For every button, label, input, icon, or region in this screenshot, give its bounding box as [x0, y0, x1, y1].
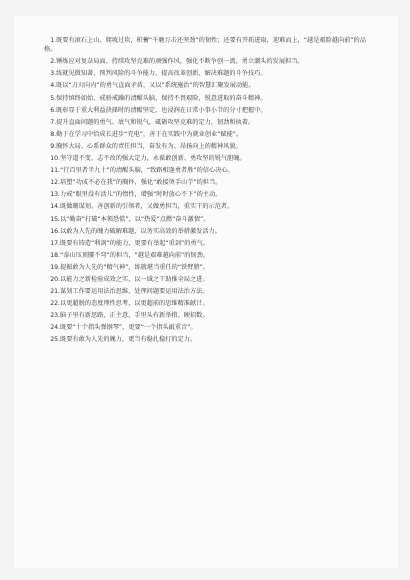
list-item: 12.培塑“功成不必在我”的胸怀，强化“敢接烫手山芋”的担当。 [50, 179, 222, 187]
list-item: 16.以敢为人先的魄力破解难题，以务实高效的举措激发活力。 [50, 227, 221, 235]
numbered-list [44, 36, 374, 348]
list-item: 8.勤于在学习中恰成长进步“充电”，善于在实践中为就业创业“赋能”。 [50, 130, 243, 138]
list-item: 13.力戒“眼里没有活儿”的惰性，增强“时时放心不下”的主动。 [50, 191, 222, 199]
list-item: 17.既要有铸造“利剑”的能力，更要有举起“重剑”的勇气。 [50, 239, 209, 247]
list-item: 6.既彰显于重大利益抉择时的清醒坚定，也浸润在日常小事小节的分寸把握中。 [50, 106, 267, 114]
list-item: 2.锤炼应对复杂局面、持续攻坚克难的顽强作风，强化不断争创一流、勇立潮头的发展担当。 [50, 58, 304, 66]
list-item: 10.坚守道不变、志不改的强大定力，永葆敢创新、勇攻坚的锐气胆魄。 [50, 155, 246, 163]
list-item: 7.提升直面问题的勇气、底气和锐气，砥砺攻坚克难的定力，韧劲和执着。 [50, 118, 255, 126]
list-item: 1.既要有滚石上山、爬坡过坎，积蓄“千磨万击还坚劲”的韧性；还要有开拓进取，迎难而上，“越是艰险越向前”的品格。 [44, 37, 366, 54]
list-item: 9.胸怀大局、心系群众的责任担当，奋发有为、昂扬向上的精神风貌。 [50, 142, 242, 150]
list-item: 23.脑子里有新思路、正主意，手里头有新举措、硬招数。 [50, 312, 209, 320]
list-item: 14.既做珊谋划、善创新的引领者，又做勇担当，重实干的示范者。 [50, 203, 234, 211]
list-item: 21.谋划工作要运用法治思维，处理问题要运用法治方法。 [50, 288, 209, 296]
list-item: 5.保持慎终如始、戒骄戒躁的清醒头脑，保持不畏艰险，锐意进取的奋斗精神。 [50, 94, 267, 102]
list-item: 18.“泰山压顶腰不弯”的担当，“越是艰难越向前”的韧劲。 [50, 251, 209, 259]
list-item: 20.以能力之新检验成效之实，以一域之干助推全局之进。 [50, 275, 209, 283]
list-item: 11.“行百里者半九十”的清醒头脑，“致路相逢勇者胜”的信心决心。 [50, 167, 234, 175]
list-item: 4.既以“刀刃向内”的勇气直面矛盾，又以“系统施治”的智慧汇聚发展动能。 [50, 82, 255, 90]
list-item: 22.以更超脱的态度理性思考，以更超前的思维精准献计。 [50, 300, 209, 308]
list-item: 19.提振敢为人先的“精气神”，练就堪当重任的“铁臂膀”。 [50, 263, 209, 271]
document-page [14, 16, 398, 568]
list-item: 15.以“勤奋”打破“本领恐慌”，以“热爱”点燃“奋斗激情”。 [50, 215, 210, 223]
list-item: 25.既要有敢为人先的魄力，更当有稳扎稳打的定力。 [50, 336, 197, 344]
list-item: 24.既要“十个指头弹钢琴”，更要“一个指头敲重音”。 [50, 324, 197, 332]
list-item: 3.练就见微知著、预判风险的斗争能力、提高改革创新、解决难题的斗争技巧。 [50, 70, 267, 78]
